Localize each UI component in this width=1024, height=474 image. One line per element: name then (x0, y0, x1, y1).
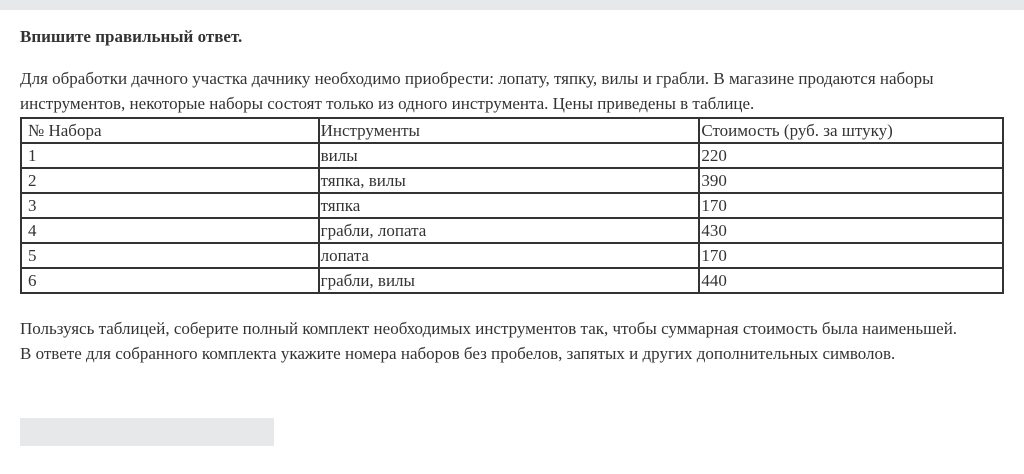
table-header-row (21, 118, 1003, 143)
table-row (21, 268, 1003, 293)
cell-cost: 440 (699, 268, 1003, 293)
cell-tools: грабли, лопата (319, 218, 700, 243)
table-row (21, 218, 1003, 243)
cell-set-number: 1 (21, 143, 319, 168)
task-line-2: В ответе для собранного комплекта укажите номера наборов без пробелов, запятых и других дополнительных символов. (20, 344, 896, 363)
cell-set-number: 6 (21, 268, 319, 293)
cell-cost: 430 (699, 218, 1003, 243)
cell-tools: тяпка (319, 193, 700, 218)
cell-set-number: 5 (21, 243, 319, 268)
cell-cost: 170 (699, 243, 1003, 268)
header-tools: Инструменты (319, 118, 700, 143)
table-row (21, 193, 1003, 218)
header-cost: Стоимость (руб. за штуку) (699, 118, 1003, 143)
task-description (20, 316, 997, 366)
cell-tools: грабли, вилы (319, 268, 700, 293)
tool-sets-table (20, 117, 1004, 294)
problem-statement: Для обработки дачного участка дачнику необходимо приобрести: лопату, тяпку, вилы и грабли. В магазине продаются наборы инструментов, некоторые наборы состоят только из одного инструмента. Цены приведены в таблице. (20, 69, 934, 113)
cell-set-number: 4 (21, 218, 319, 243)
header-set-number: № Набора (21, 118, 319, 143)
question-instruction: Впишите правильный ответ. (20, 27, 243, 46)
cell-set-number: 2 (21, 168, 319, 193)
table-row (21, 243, 1003, 268)
cell-cost: 170 (699, 193, 1003, 218)
top-bar (0, 0, 1024, 10)
table-row (21, 143, 1003, 168)
cell-set-number: 3 (21, 193, 319, 218)
cell-cost: 390 (699, 168, 1003, 193)
task-line-1: Пользуясь таблицей, соберите полный комплект необходимых инструментов так, чтобы суммарная стоимость была наименьшей. (20, 319, 958, 338)
answer-input[interactable] (20, 418, 274, 446)
table-row (21, 168, 1003, 193)
cell-tools: лопата (319, 243, 700, 268)
cell-tools: вилы (319, 143, 700, 168)
question-content (20, 20, 997, 366)
cell-tools: тяпка, вилы (319, 168, 700, 193)
cell-cost: 220 (699, 143, 1003, 168)
